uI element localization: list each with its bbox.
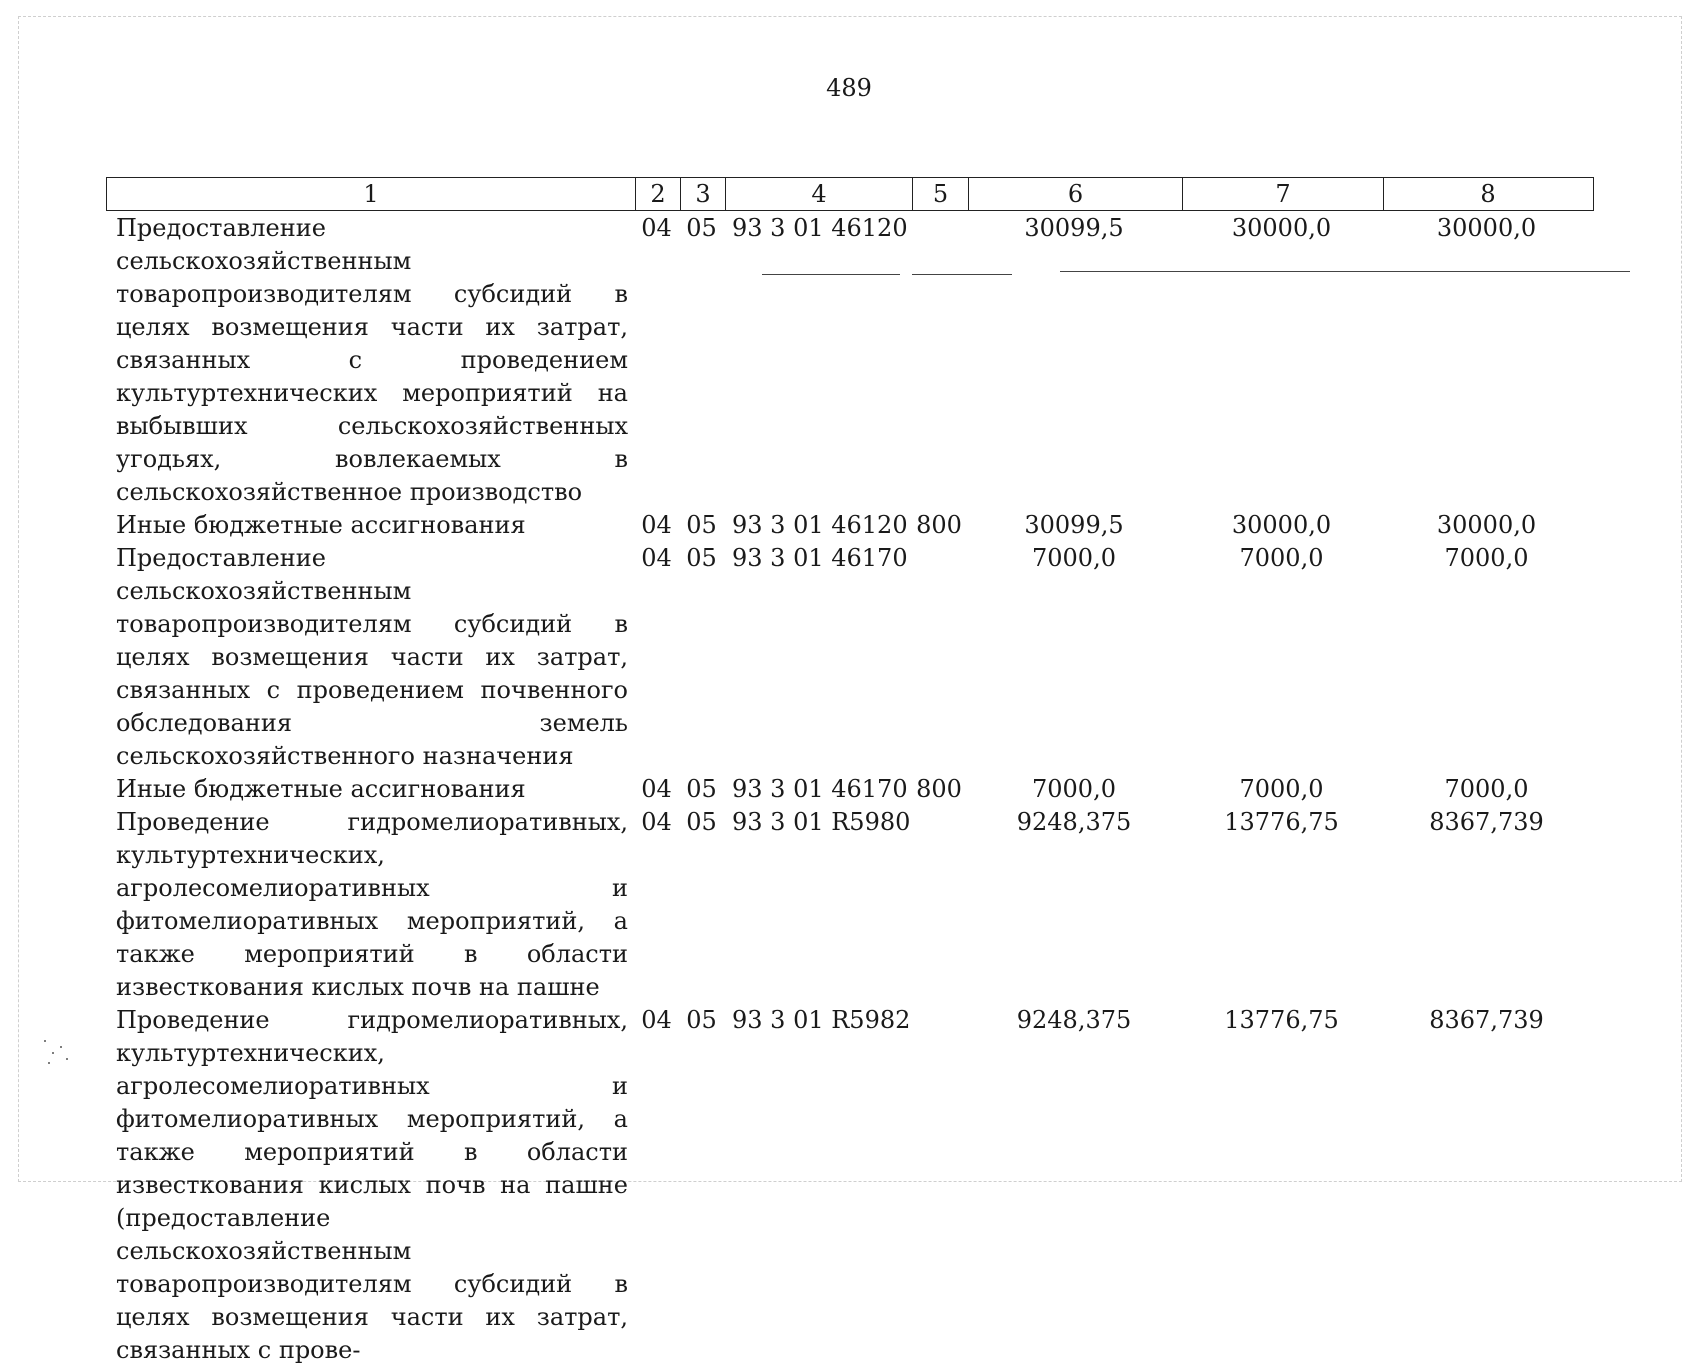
row-expense-type bbox=[911, 806, 967, 1004]
row-amount-col6: 7000,0 bbox=[1032, 775, 1116, 803]
row-name: Проведение гидромелиоративных, культуртехнических, агролесомелиоративных и фитомелиоративных мероприятий, а также мероприятий в области известкования кислых почв на пашне bbox=[116, 808, 628, 1001]
row-expense-type bbox=[911, 1004, 967, 1367]
row-target-code: 93 3 01 46170 bbox=[732, 775, 908, 803]
scan-artifact-speck bbox=[52, 1052, 54, 1054]
row-expense-type: 800 bbox=[916, 775, 962, 803]
header-col-1: 1 bbox=[363, 180, 379, 208]
header-col-5: 5 bbox=[912, 178, 968, 210]
row-amount-col6: 30099,5 bbox=[1024, 214, 1124, 242]
row-subsection: 05 bbox=[686, 544, 717, 572]
table-row bbox=[106, 806, 1594, 1004]
row-amount-col8: 7000,0 bbox=[1444, 544, 1529, 572]
row-section: 04 bbox=[641, 511, 672, 539]
row-amount-col6: 9248,375 bbox=[1016, 1006, 1132, 1034]
scan-artifact-speck bbox=[44, 1040, 46, 1042]
row-amount-col8: 30000,0 bbox=[1436, 511, 1537, 539]
row-subsection: 05 bbox=[686, 511, 717, 539]
row-amount-col7: 13776,75 bbox=[1224, 1006, 1339, 1034]
scan-artifact-line bbox=[762, 274, 900, 275]
row-amount-col7: 30000,0 bbox=[1231, 511, 1332, 539]
table-header bbox=[106, 177, 1594, 211]
table-row bbox=[106, 509, 1594, 542]
row-name: Иные бюджетные ассигнования bbox=[116, 775, 526, 803]
row-amount-col6: 30099,5 bbox=[1024, 511, 1124, 539]
row-section: 04 bbox=[641, 214, 672, 242]
header-col-6: 6 bbox=[968, 178, 1182, 210]
table-row bbox=[106, 542, 1594, 773]
row-amount-col8: 8367,739 bbox=[1429, 808, 1544, 836]
page-number: 489 bbox=[826, 74, 872, 102]
row-name: Проведение гидромелиоративных, культуртехнических, агролесомелиоративных и фитомелиоративных мероприятий, а также мероприятий в области известкования кислых почв на пашне (предоставление сельскохозяйственным товаропроизводителям субсидий в целях возмещения части их затрат, связанных с прове- bbox=[116, 1006, 628, 1364]
row-name: Иные бюджетные ассигнования bbox=[116, 511, 526, 539]
row-section: 04 bbox=[641, 1006, 672, 1034]
scan-artifact-line bbox=[912, 274, 1012, 275]
row-section: 04 bbox=[641, 544, 672, 572]
row-section: 04 bbox=[641, 775, 672, 803]
row-amount-col7: 7000,0 bbox=[1239, 544, 1324, 572]
header-col-8: 8 bbox=[1383, 178, 1592, 210]
row-expense-type: 800 bbox=[916, 511, 962, 539]
scan-artifact-speck bbox=[60, 1046, 62, 1048]
row-amount-col8: 30000,0 bbox=[1436, 214, 1537, 242]
scan-artifact-line bbox=[1060, 271, 1630, 272]
row-amount-col7: 30000,0 bbox=[1231, 214, 1332, 242]
header-col-4: 4 bbox=[725, 178, 912, 210]
row-subsection: 05 bbox=[686, 214, 717, 242]
row-amount-col6: 7000,0 bbox=[1032, 544, 1116, 572]
row-amount-col6: 9248,375 bbox=[1016, 808, 1132, 836]
table-row bbox=[106, 212, 1594, 509]
scan-artifact-speck bbox=[66, 1058, 68, 1060]
row-expense-type bbox=[911, 212, 967, 509]
row-subsection: 05 bbox=[686, 1006, 717, 1034]
row-amount-col7: 7000,0 bbox=[1239, 775, 1324, 803]
row-amount-col8: 7000,0 bbox=[1444, 775, 1529, 803]
row-name: Предоставление сельскохозяйственным товаропроизводителям субсидий в целях возмещения части их затрат, связанных с проведением почвенного обследования земель сельскохозяйственного назначения bbox=[116, 544, 628, 770]
row-target-code: 93 3 01 46170 bbox=[732, 544, 908, 572]
row-subsection: 05 bbox=[686, 775, 717, 803]
row-name: Предоставление сельскохозяйственным товаропроизводителям субсидий в целях возмещения части их затрат, связанных с проведением культуртехнических мероприятий на выбывших сельскохозяйственных угодьях, вовлекаемых в сельскохозяйственное производство bbox=[116, 214, 628, 506]
scan-artifact-speck bbox=[48, 1062, 50, 1064]
header-col-7: 7 bbox=[1182, 178, 1383, 210]
row-target-code: 93 3 01 R5982 bbox=[732, 1006, 911, 1034]
header-col-2: 2 bbox=[635, 178, 680, 210]
row-target-code: 93 3 01 46120 bbox=[732, 511, 908, 539]
row-section: 04 bbox=[641, 808, 672, 836]
table-body bbox=[106, 212, 1594, 1367]
header-col-3: 3 bbox=[680, 178, 725, 210]
row-target-code: 93 3 01 R5980 bbox=[732, 808, 911, 836]
row-amount-col8: 8367,739 bbox=[1429, 1006, 1544, 1034]
row-amount-col7: 13776,75 bbox=[1224, 808, 1339, 836]
row-target-code: 93 3 01 46120 bbox=[732, 214, 908, 242]
table-row bbox=[106, 773, 1594, 806]
row-expense-type bbox=[911, 542, 967, 773]
row-subsection: 05 bbox=[686, 808, 717, 836]
table-row bbox=[106, 1004, 1594, 1367]
